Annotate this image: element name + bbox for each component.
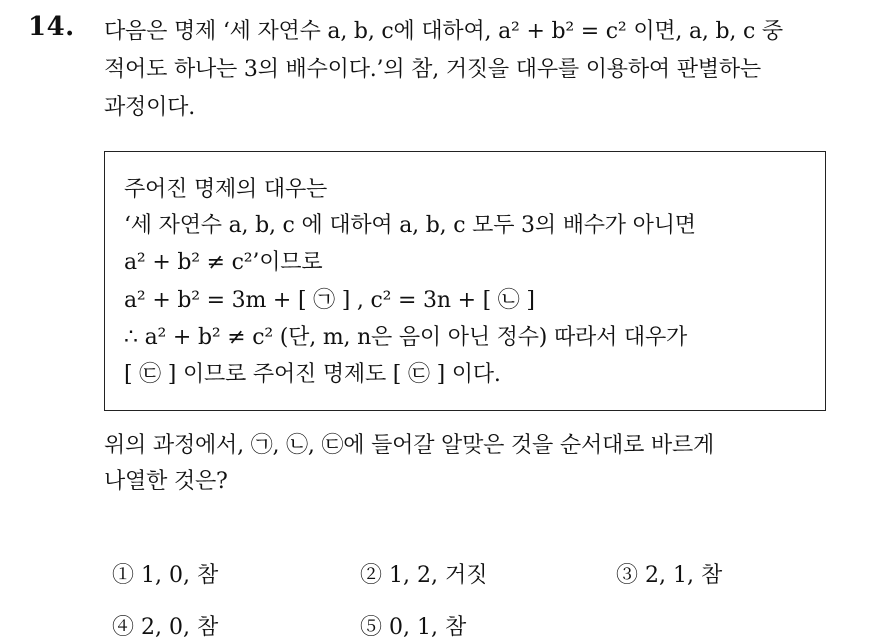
choice-4[interactable]: ④ 2, 0, 참 — [112, 615, 219, 640]
question-text-line-2: 적어도 하나는 3의 배수이다.’의 참, 거짓을 대우를 이용하여 판별하는 — [104, 57, 761, 82]
proof-line-1: 주어진 명제의 대우는 — [124, 177, 328, 202]
proof-line-4: a² + b² = 3m + [ ㉠ ] , c² = 3n + [ ㉡ ] — [124, 288, 535, 313]
question-number: 14. — [28, 12, 75, 42]
prompt-line-1: 위의 과정에서, ㉠, ㉡, ㉢에 들어갈 알맞은 것을 순서대로 바르게 — [104, 433, 715, 458]
proof-line-5: ∴ a² + b² ≠ c² (단, m, n은 음이 아닌 정수) 따라서 대우가 — [124, 325, 688, 350]
prompt-line-2: 나열한 것은? — [104, 469, 228, 494]
question-text-line-3: 과정이다. — [104, 95, 196, 120]
proof-line-2: ‘세 자연수 a, b, c 에 대하여 a, b, c 모두 3의 배수가 아니면 — [124, 213, 696, 238]
proof-line-6: [ ㉢ ] 이므로 주어진 명제도 [ ㉢ ] 이다. — [124, 362, 501, 387]
question-text-line-1: 다음은 명제 ‘세 자연수 a, b, c에 대하여, a² + b² = c² 이면, a, b, c 중 — [104, 19, 783, 44]
choice-2[interactable]: ② 1, 2, 거짓 — [360, 563, 488, 588]
choice-5[interactable]: ⑤ 0, 1, 참 — [360, 615, 467, 640]
choice-3[interactable]: ③ 2, 1, 참 — [616, 563, 723, 588]
proof-line-3: a² + b² ≠ c²’이므로 — [124, 250, 323, 275]
choice-1[interactable]: ① 1, 0, 참 — [112, 563, 219, 588]
